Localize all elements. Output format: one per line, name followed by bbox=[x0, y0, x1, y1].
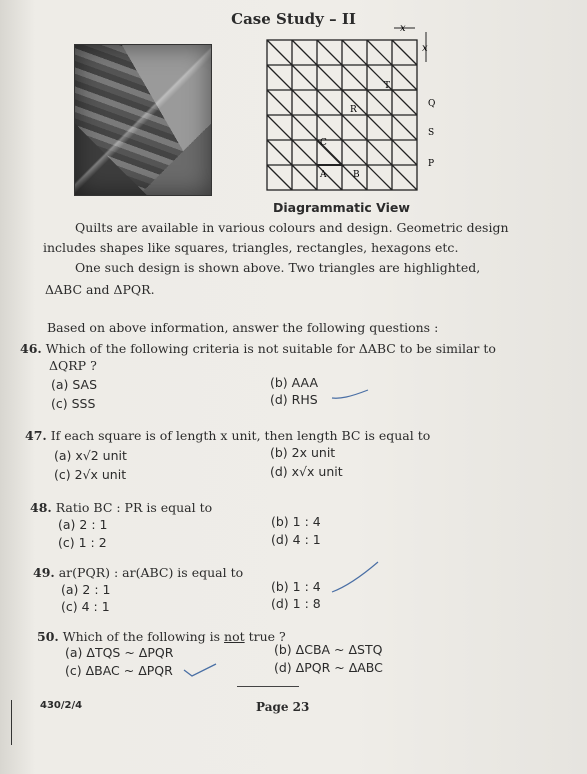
q49-option-d[interactable]: (d) 1 : 8 bbox=[271, 596, 321, 611]
question-text-pre: Which of the following is bbox=[62, 629, 225, 644]
pen-mark bbox=[330, 560, 380, 596]
intro-line-4: ΔABC and ΔPQR. bbox=[45, 282, 155, 297]
question-number: 48. bbox=[30, 500, 52, 515]
label-s: S bbox=[428, 128, 435, 138]
label-q: Q bbox=[428, 99, 436, 109]
q46-option-d[interactable]: (d) RHS bbox=[270, 392, 318, 407]
quilt-photo bbox=[74, 44, 212, 196]
label-p: P bbox=[428, 159, 435, 169]
q48-option-d[interactable]: (d) 4 : 1 bbox=[271, 532, 321, 547]
label-c: C bbox=[320, 138, 327, 148]
page-number: Page 23 bbox=[256, 700, 310, 714]
question-text: If each square is of length x unit, then length BC is equal to bbox=[50, 428, 431, 443]
question-text-not: not bbox=[224, 629, 245, 644]
question-number: 50. bbox=[37, 629, 59, 644]
intro-line-1: Quilts are available in various colours and design. Geometric design bbox=[75, 220, 509, 235]
question-number: 46. bbox=[20, 341, 42, 356]
q46-option-c[interactable]: (c) SSS bbox=[51, 396, 96, 411]
quilt-diagram bbox=[262, 20, 452, 202]
q47-option-a[interactable]: (a) x√2 unit bbox=[54, 448, 127, 463]
divider bbox=[237, 686, 299, 687]
intro-line-3: One such design is shown above. Two triangles are highlighted, bbox=[75, 260, 481, 275]
question-text-post: true ? bbox=[244, 629, 286, 644]
paper-code: 430/2/4 bbox=[40, 700, 83, 711]
q49-option-b[interactable]: (b) 1 : 4 bbox=[271, 579, 321, 594]
q50-option-a[interactable]: (a) ΔTQS ~ ΔPQR bbox=[65, 645, 174, 660]
q48-option-c[interactable]: (c) 1 : 2 bbox=[58, 535, 107, 550]
question-46 bbox=[20, 340, 530, 357]
question-47 bbox=[25, 427, 535, 444]
q49-option-c[interactable]: (c) 4 : 1 bbox=[61, 599, 110, 614]
intro-line-2: includes shapes like squares, triangles, rectangles, hexagons etc. bbox=[43, 240, 459, 255]
question-number: 47. bbox=[25, 428, 47, 443]
question-46-line-2: ΔQRP ? bbox=[49, 358, 97, 373]
case-study-title: Case Study – II bbox=[231, 10, 356, 28]
q50-option-c[interactable]: (c) ΔBAC ~ ΔPQR bbox=[65, 663, 173, 678]
question-text: Ratio BC : PR is equal to bbox=[55, 500, 213, 515]
x-label-top: x bbox=[400, 23, 406, 34]
q50-option-b[interactable]: (b) ΔCBA ~ ΔSTQ bbox=[274, 642, 383, 657]
q47-option-b[interactable]: (b) 2x unit bbox=[270, 445, 336, 460]
label-r: R bbox=[350, 105, 357, 115]
label-t: T bbox=[384, 81, 391, 91]
q48-option-b[interactable]: (b) 1 : 4 bbox=[271, 514, 321, 529]
intro-line-5: Based on above information, answer the following questions : bbox=[47, 320, 439, 335]
diagram-caption: Diagrammatic View bbox=[273, 200, 410, 215]
q46-option-a[interactable]: (a) SAS bbox=[51, 377, 98, 392]
label-a: A bbox=[320, 170, 327, 180]
q49-option-a[interactable]: (a) 2 : 1 bbox=[61, 582, 111, 597]
x-label-side: x bbox=[422, 43, 428, 54]
q46-option-b[interactable]: (b) AAA bbox=[270, 375, 319, 390]
q47-option-d[interactable]: (d) x√x unit bbox=[270, 464, 343, 479]
q50-option-d[interactable]: (d) ΔPQR ~ ΔABC bbox=[274, 660, 383, 675]
pen-mark bbox=[182, 662, 218, 680]
margin-line bbox=[11, 700, 12, 745]
q47-option-c[interactable]: (c) 2√x unit bbox=[54, 467, 127, 482]
question-text: ar(PQR) : ar(ABC) is equal to bbox=[58, 565, 244, 580]
question-text: Which of the following criteria is not suitable for ΔABC to be similar to bbox=[45, 341, 496, 356]
pen-mark bbox=[330, 388, 370, 402]
label-b: B bbox=[353, 170, 360, 180]
q48-option-a[interactable]: (a) 2 : 1 bbox=[58, 517, 108, 532]
question-number: 49. bbox=[33, 565, 55, 580]
